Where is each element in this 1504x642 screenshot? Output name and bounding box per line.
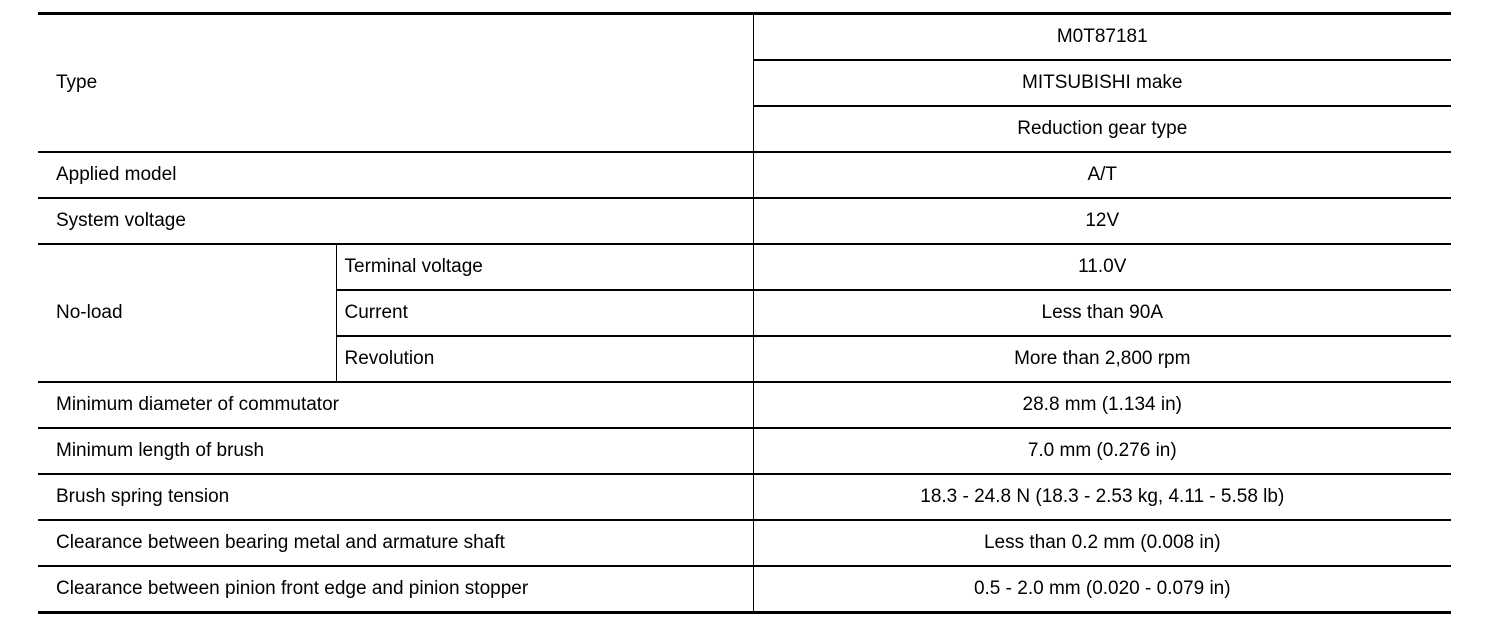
min-diameter-label: Minimum diameter of commutator bbox=[38, 382, 753, 428]
type-gear: Reduction gear type bbox=[753, 106, 1451, 152]
specifications-table bbox=[38, 12, 1451, 614]
system-voltage-value: 12V bbox=[753, 198, 1451, 244]
applied-model-value: A/T bbox=[753, 152, 1451, 198]
applied-model-label: Applied model bbox=[38, 152, 753, 198]
table-row-clearance-pinion bbox=[38, 566, 1451, 613]
type-model-number: M0T87181 bbox=[753, 14, 1451, 61]
type-label: Type bbox=[56, 72, 98, 93]
terminal-voltage-label: Terminal voltage bbox=[336, 244, 753, 290]
clearance-pinion-label: Clearance between pinion front edge and pinion stopper bbox=[38, 566, 753, 613]
table-row-system-voltage bbox=[38, 198, 1451, 244]
min-length-brush-label: Minimum length of brush bbox=[38, 428, 753, 474]
table-row-no-load-terminal bbox=[38, 244, 1451, 290]
clearance-pinion-value: 0.5 - 2.0 mm (0.020 - 0.079 in) bbox=[753, 566, 1451, 613]
no-load-label: No-load bbox=[38, 244, 336, 382]
table-row-clearance-bearing bbox=[38, 520, 1451, 566]
terminal-voltage-value: 11.0V bbox=[753, 244, 1451, 290]
current-value: Less than 90A bbox=[753, 290, 1451, 336]
clearance-bearing-value: Less than 0.2 mm (0.008 in) bbox=[753, 520, 1451, 566]
table-row-applied-model bbox=[38, 152, 1451, 198]
type-make: MITSUBISHI make bbox=[753, 60, 1451, 106]
brush-spring-tension-label: Brush spring tension bbox=[38, 474, 753, 520]
clearance-bearing-label: Clearance between bearing metal and armature shaft bbox=[38, 520, 753, 566]
table-row-type-1 bbox=[38, 14, 1451, 61]
min-diameter-value: 28.8 mm (1.134 in) bbox=[753, 382, 1451, 428]
revolution-label: Revolution bbox=[336, 336, 753, 382]
brush-spring-tension-value: 18.3 - 24.8 N (18.3 - 2.53 kg, 4.11 - 5.58 lb) bbox=[753, 474, 1451, 520]
current-label: Current bbox=[336, 290, 753, 336]
table-row-min-length-brush bbox=[38, 428, 1451, 474]
table-row-min-diameter bbox=[38, 382, 1451, 428]
min-length-brush-value: 7.0 mm (0.276 in) bbox=[753, 428, 1451, 474]
revolution-value: More than 2,800 rpm bbox=[753, 336, 1451, 382]
system-voltage-label: System voltage bbox=[38, 198, 753, 244]
table-row-brush-spring-tension bbox=[38, 474, 1451, 520]
